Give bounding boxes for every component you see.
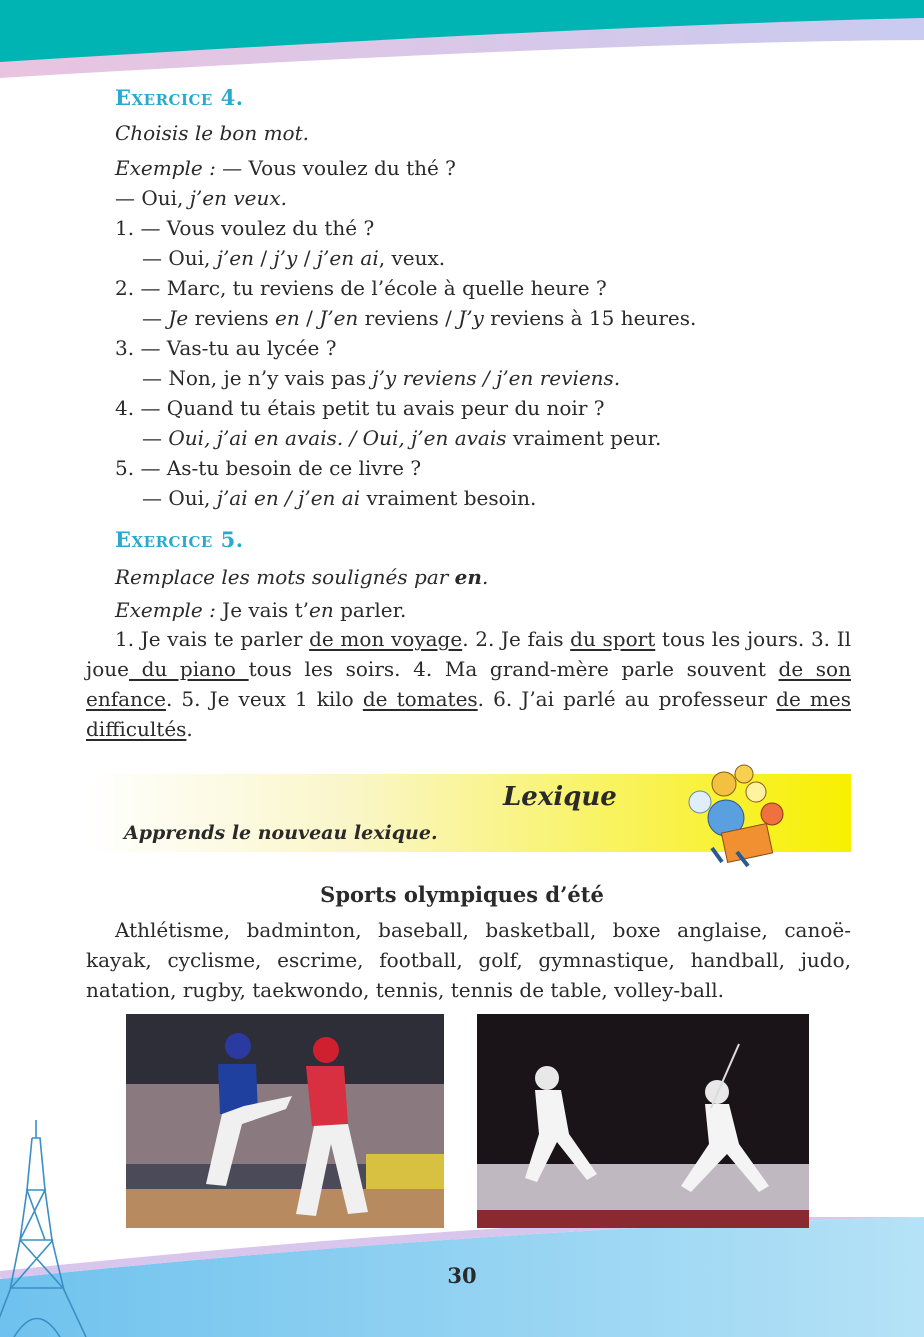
lexique-title: Lexique — [503, 782, 617, 812]
exercise-4-answer-options: — Non, je n’y vais pas j’y reviens / j’en reviens. — [142, 366, 621, 390]
exercise-4-title: Exercice 4. — [115, 85, 244, 110]
page-number: 30 — [447, 1263, 477, 1288]
taekwondo-photo — [126, 1014, 444, 1228]
sports-title: Sports olympiques d’été — [320, 882, 604, 907]
exercise-4-answer-options: — Oui, j’en / j’y / j’en ai, veux. — [142, 246, 446, 270]
alphabet-mascot-icon — [682, 756, 792, 868]
exercise-4-question: 2. — Marc, tu reviens de l’école à quelle heure ? — [115, 276, 607, 300]
fencing-photo — [477, 1014, 809, 1228]
exercise-4-answer-options: — Oui, j’ai en / j’en ai vraiment besoin. — [142, 486, 537, 510]
exercise-5-instruction: Remplace les mots soulignés par en. — [115, 565, 489, 589]
exercise-5-title: Exercice 5. — [115, 527, 244, 552]
exercise-4-answer-options: — Je reviens en / J’en reviens / J’y reviens à 15 heures. — [142, 306, 697, 330]
top-banner — [0, 0, 924, 80]
exercise-5-paragraph: 1. Je vais te parler de mon voyage. 2. Je fais du sport tous les jours. 3. Il joue du piano tous les soirs. 4. Ma grand-mère parle souvent de son enfance. 5. Je veux 1 kilo de tomates. 6. J’ai parlé au professeur de mes difficultés. — [86, 627, 851, 741]
exercise-4-question: 3. — Vas-tu au lycée ? — [115, 336, 337, 360]
exercise-4-example-answer: — Oui, j’en veux. — [115, 186, 288, 210]
exercise-4-question: 5. — As-tu besoin de ce livre ? — [115, 456, 422, 480]
exercise-5-example: Exemple : Je vais t’en parler. — [115, 598, 407, 622]
exercise-4-instruction: Choisis le bon mot. — [115, 121, 309, 145]
lexique-subtitle: Apprends le nouveau lexique. — [124, 822, 438, 844]
exercise-4-example: Exemple : — Vous voulez du thé ? — [115, 156, 456, 180]
sports-list: Athlétisme, badminton, baseball, basketball, boxe anglaise, canoë-kayak, cyclisme, escrime, football, golf, gymnastique, handball, judo, natation, rugby, taekwondo, tennis, tennis de table, volley-ball. — [86, 918, 851, 1002]
exercise-4-answer-options: — Oui, j’ai en avais. / Oui, j’en avais vraiment peur. — [142, 426, 662, 450]
exercise-4-question: 4. — Quand tu étais petit tu avais peur du noir ? — [115, 396, 605, 420]
exercise-4-question: 1. — Vous voulez du thé ? — [115, 216, 375, 240]
eiffel-tower-icon — [0, 1120, 90, 1337]
